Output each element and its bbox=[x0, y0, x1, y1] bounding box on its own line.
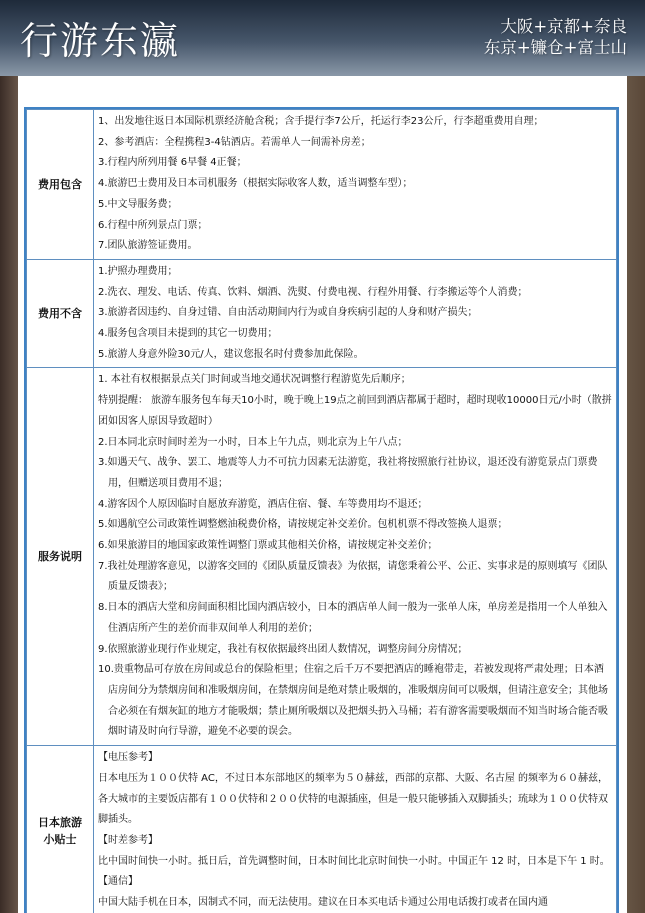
label-service: 服务说明 bbox=[27, 368, 94, 746]
row-excluded bbox=[27, 259, 617, 368]
list-item: 1、出发地往返日本国际机票经济舱含税；含手提行李7公斤，托运行李23公斤，行李超重费用自理； bbox=[98, 116, 544, 127]
list-item: 3.如遇天气、战争、罢工、地震等人力不可抗力因素无法游览，我社将按照旅行社协议，退还没有游览景点门票费用，但赠送项目费用不退； bbox=[98, 457, 598, 489]
label-tips bbox=[27, 746, 94, 913]
communication-heading: 【通信】 bbox=[98, 876, 138, 888]
list-item: 3.旅游者因违约、自身过错、自由活动期间内行为或自身疾病引起的人身和财产损失； bbox=[98, 307, 478, 319]
list-item: 2.日本同北京时间时差为一小时，日本上午九点，则北京为上午八点； bbox=[98, 436, 408, 448]
route-line-1: 大阪+京都+奈良 bbox=[500, 17, 627, 36]
voltage-heading: 【电压参考】 bbox=[98, 752, 158, 764]
list-item: 2、参考酒店：全程携程3-4钻酒店。若需单人一间需补房差； bbox=[98, 136, 371, 148]
list-item: 4.游客因个人原因临时自愿放弃游览，酒店住宿、餐、车等费用均不退还； bbox=[98, 498, 428, 510]
list-item: 特别提醒： 旅游车服务包车每天10小时，晚于晚上19点之前回到酒店都属于超时，超时现收10000日元/小时（散拼团如因客人原因导致超时） bbox=[98, 395, 612, 427]
list-item: 7.我社处理游客意见，以游客交回的《团队质量反馈表》为依据，请您秉着公平、公正、实事求是的原则填写《团队质量反馈表》； bbox=[98, 560, 608, 593]
content-excluded bbox=[94, 259, 617, 368]
communication-text: 中国大陆手机在日本，因制式不同，而无法使用。建议在日本买电话卡通过公用电话拨打或者在国内通 bbox=[98, 897, 548, 909]
document-sheet bbox=[18, 76, 627, 913]
route-line-2: 东京+镰仓+富士山 bbox=[483, 38, 627, 57]
route-text bbox=[484, 16, 627, 58]
list-item: 6.如果旅游目的地国家政策性调整门票或其他相关价格，请按规定补交差价； bbox=[98, 540, 438, 552]
list-item: 10.贵重物品可存放在房间或总台的保险柜里；住宿之后千万不要把酒店的睡袍带走，若被发现将严肃处理；日本酒店房间分为禁烟房间和准吸烟房间，在禁烟房间是绝对禁止吸烟的，准吸烟房间可以吸烟，但请注意安全；其他场合必须在有烟灰缸的地方才能吸烟；禁止厕所吸烟以及把烟头扔入马桶；若有游客需要吸烟而不知当时场合能否吸烟时请及时向行导游，避免不必要的误会。 bbox=[98, 664, 608, 738]
list-item: 7.团队旅游签证费用。 bbox=[98, 240, 198, 252]
list-item: 8.日本的酒店大堂和房间面积相比国内酒店较小，日本的酒店单人间一般为一张单人床，单房差是指用一个人单独入住酒店所产生的差价而非双间单人利用的差价； bbox=[98, 602, 608, 634]
row-tips bbox=[27, 746, 617, 913]
info-table bbox=[26, 109, 617, 913]
row-included bbox=[27, 110, 617, 260]
timezone-text: 比中国时间快一小时。抵日后，首先调整时间，日本时间比北京时间快一小时。中国正午 12 时，日本是下午 1 时。 bbox=[98, 855, 610, 867]
list-item: 5.中文导服务费； bbox=[98, 198, 178, 210]
label-excluded: 费用不含 bbox=[27, 259, 94, 368]
content-service bbox=[94, 368, 617, 746]
timezone-heading: 【时差参考】 bbox=[98, 834, 158, 846]
list-item: 6.行程中所列景点门票； bbox=[98, 219, 208, 231]
page-title: 行游东瀛 bbox=[20, 19, 181, 63]
content-tips bbox=[94, 746, 617, 913]
header-banner bbox=[0, 0, 645, 76]
list-item: 3.行程内所列用餐 6早餐 4正餐； bbox=[98, 157, 247, 169]
list-item: 1. 本社有权根据景点关门时间或当地交通状况调整行程游览先后顺序； bbox=[98, 374, 411, 386]
list-item: 9.依照旅游业现行作业规定，我社有权依据最终出团人数情况，调整房间分房情况； bbox=[98, 643, 468, 655]
info-table-frame bbox=[24, 107, 619, 913]
label-tips-line-1: 日本旅游 bbox=[38, 815, 82, 829]
list-item: 4.服务包含项目未提到的其它一切费用； bbox=[98, 328, 278, 340]
content-included bbox=[94, 110, 617, 260]
list-item: 2.洗衣、理发、电话、传真、饮料、烟酒、洗熨、付费电视、行程外用餐、行李搬运等个人消费； bbox=[98, 286, 528, 298]
row-service bbox=[27, 368, 617, 746]
list-item: 1.护照办理费用； bbox=[98, 265, 178, 277]
list-item: 5.旅游人身意外险30元/人，建议您报名时付费参加此保险。 bbox=[98, 348, 364, 360]
label-tips-line-2: 小贴士 bbox=[43, 832, 77, 846]
label-included: 费用包含 bbox=[27, 110, 94, 260]
list-item: 5.如遇航空公司政策性调整燃油税费价格，请按规定补交差价。包机机票不得改签换人退票； bbox=[98, 519, 508, 531]
voltage-text: 日本电压为１００伏特 AC，不过日本东部地区的频率为５０赫兹，西部的京都、大阪、名古屋 的频率为６０赫兹，各大城市的主要饭店都有１００伏特和２００伏特的电源插座，但是一般只能够插入双脚插头；琉球为１００伏特双脚插头。 bbox=[98, 772, 609, 826]
list-item: 4.旅游巴士费用及日本司机服务（根据实际收客人数，适当调整车型）； bbox=[98, 178, 413, 190]
